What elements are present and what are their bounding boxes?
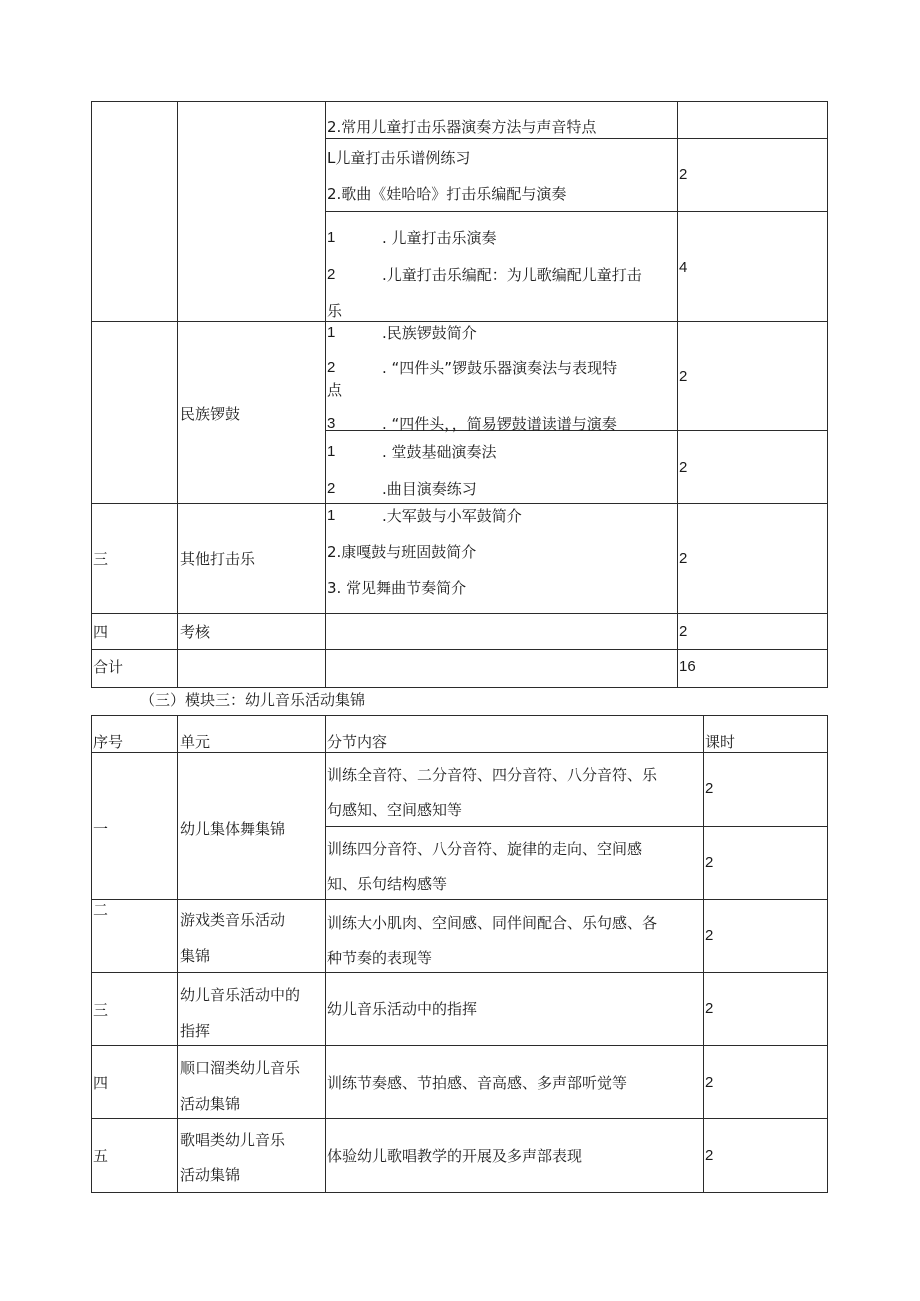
item-number: 3	[327, 415, 336, 432]
cell-content: 训练大小肌肉、空间感、同伴间配合、乐句感、各	[327, 914, 658, 932]
cell-unit: 指挥	[180, 1022, 211, 1040]
cell-index: 二	[93, 901, 109, 919]
cell-hours: 4	[679, 259, 688, 276]
cell-unit: 活动集锦	[180, 1166, 241, 1184]
cell-hours: 2	[705, 854, 714, 871]
item-number: 1	[327, 324, 336, 341]
cell-index: 四	[93, 623, 109, 641]
cell-hours: 2	[679, 368, 688, 385]
cell-unit: 幼儿音乐活动中的	[180, 986, 301, 1004]
cell-total-hours: 16	[679, 658, 696, 675]
header-content: 分节内容	[327, 733, 388, 751]
cell-content: 训练节奏感、节拍感、音高感、多声部听觉等	[327, 1074, 628, 1092]
item-number: 2	[327, 359, 336, 376]
cell-content: 训练四分音符、八分音符、旋律的走向、空间感	[327, 840, 643, 858]
cell-unit: 歌唱类幼儿音乐	[180, 1131, 286, 1149]
cell-hours: 2	[679, 623, 688, 640]
cell-hours: 2	[705, 1147, 714, 1164]
cell-content: . “四件头，，简易锣鼓谱读谱与演奏	[382, 415, 617, 433]
cell-content: 2.常用儿童打击乐器演奏方法与声音特点	[327, 118, 597, 136]
cell-content: 2.歌曲《娃哈哈》打击乐编配与演奏	[327, 185, 567, 203]
item-number: 1	[327, 229, 336, 246]
cell-content: 体验幼儿歌唱教学的开展及多声部表现	[327, 1147, 583, 1165]
cell-index: 三	[93, 1001, 109, 1019]
cell-content: 句感知、空间感知等	[327, 801, 463, 819]
cell-content: 幼儿音乐活动中的指挥	[327, 1000, 478, 1018]
cell-content: . 儿童打击乐演奏	[382, 229, 497, 247]
cell-content: . 堂鼓基础演奏法	[382, 443, 497, 461]
cell-unit: 考核	[180, 623, 211, 641]
cell-unit: 民族锣鼓	[180, 405, 241, 423]
cell-unit: 顺口溜类幼儿音乐	[180, 1059, 301, 1077]
cell-index: 四	[93, 1074, 109, 1092]
cell-content: 种节奏的表现等	[327, 949, 433, 967]
item-number: 2	[327, 266, 336, 283]
header-hours: 课时	[705, 733, 736, 751]
cell-content: .民族锣鼓简介	[382, 324, 477, 342]
cell-unit: 幼儿集体舞集锦	[180, 820, 286, 838]
item-number: 2	[327, 480, 336, 497]
cell-unit: 其他打击乐	[180, 550, 256, 568]
cell-content: 知、乐句结构感等	[327, 875, 448, 893]
cell-content: 乐	[327, 302, 343, 320]
item-number: 1	[327, 507, 336, 524]
header-unit: 单元	[180, 733, 211, 751]
section-heading: （三）模块三：幼儿音乐活动集锦	[140, 691, 366, 709]
cell-unit: 游戏类音乐活动	[180, 911, 286, 929]
cell-content: L儿童打击乐谱例练习	[327, 149, 471, 167]
cell-content: 点	[327, 381, 343, 399]
cell-index: 五	[93, 1147, 109, 1165]
cell-content: . “四件头”锣鼓乐器演奏法与表现特	[382, 359, 618, 377]
cell-hours: 2	[679, 459, 688, 476]
cell-total-label: 合计	[93, 658, 124, 676]
cell-unit: 集锦	[180, 947, 211, 965]
cell-content: .儿童打击乐编配：为儿歌编配儿童打击	[382, 266, 642, 284]
cell-hours: 2	[705, 780, 714, 797]
cell-unit: 活动集锦	[180, 1095, 241, 1113]
cell-hours: 2	[705, 927, 714, 944]
item-number: 1	[327, 443, 336, 460]
cell-hours: 2	[705, 1000, 714, 1017]
cell-index: 一	[93, 820, 109, 838]
cell-content: .曲目演奏练习	[382, 480, 477, 498]
cell-content: .大军鼓与小军鼓简介	[382, 507, 522, 525]
cell-hours: 2	[679, 166, 688, 183]
cell-content: 3. 常见舞曲节奏简介	[327, 579, 467, 597]
cell-index: 三	[93, 550, 109, 568]
cell-hours: 2	[679, 550, 688, 567]
cell-content: 训练全音符、二分音符、四分音符、八分音符、乐	[327, 766, 658, 784]
cell-hours: 2	[705, 1074, 714, 1091]
header-index: 序号	[93, 733, 124, 751]
cell-content: 2.康嘎鼓与班固鼓简介	[327, 543, 477, 561]
